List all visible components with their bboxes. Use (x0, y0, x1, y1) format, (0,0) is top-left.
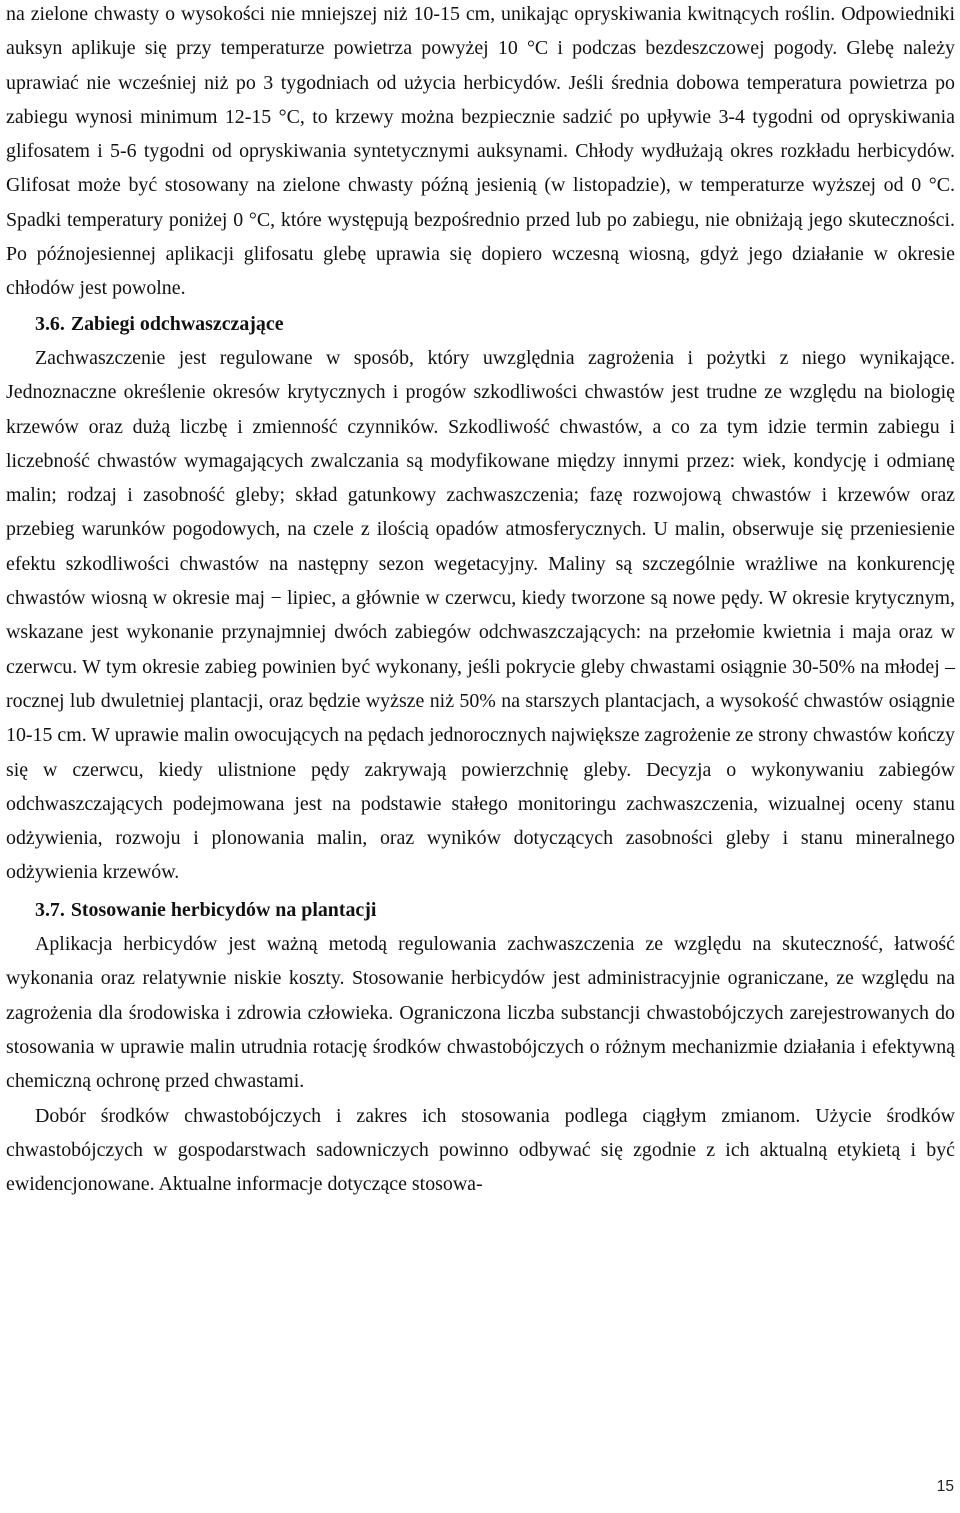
section-paragraph: Dobór środków chwastobójczych i zakres ich stosowania podlega ciągłym zmianom. Użycie środków chwastobójczych w gospodarstwach sadowniczych powinno odbywać się zgodnie z ich aktualną etykietą i być ewidencjonowane. Aktualne informacje dotyczące stosowa- (6, 1104, 955, 1196)
section-title: Stosowanie herbicydów na plantacji (70, 898, 377, 921)
section-title: Zabiegi odchwaszczające (70, 312, 284, 335)
intro-paragraph: na zielone chwasty o wysokości nie mniejszej niż 10-15 cm, unikając opryskiwania kwitnących roślin. Odpowiedniki auksyn aplikuje się przy temperaturze powietrza powyżej 10 °C i podczas bezdeszczowej pogody. Glebę należy uprawiać nie wcześniej niż po 3 tygodniach od użycia herbicydów. Jeśli średnia dobowa temperatura powietrza po zabiegu wynosi minimum 12-15 °C, to krzewy można bezpiecznie sadzić po upływie 3-4 tygodni od opryskiwania glifosatem i 5-6 tygodni od opryskiwania syntetycznymi auksynami. Chłody wydłużają okres rozkładu herbicydów. Glifosat może być stosowany na zielone chwasty późną jesienią (w listopadzie), w temperaturze wyższej od 0 °C. Spadki temperatury poniżej 0 °C, które występują bezpośrednio przed lub po zabiegu, nie obniżają jego skuteczności. Po późnojesiennej aplikacji glifosatu glebę uprawia się dopiero wczesną wiosną, gdyż jego działanie w okresie chłodów jest powolne. (6, 3, 955, 300)
section-paragraph: Zachwaszczenie jest regulowane w sposób, który uwzględnia zagrożenia i pożytki z niego wynikające. Jednoznaczne określenie okresów krytycznych i progów szkodliwości chwastów jest trudne ze względu na biologię krzewów oraz dużą liczbę i zmienność czynników. Szkodliwość chwastów, a co za tym idzie termin zabiegu i liczebność chwastów wymagających zwalczania są modyfikowane między innymi przez: wiek, kondycję i odmianę malin; rodzaj i zasobność gleby; skład gatunkowy zachwaszczenia; fazę rozwojową chwastów i krzewów oraz przebieg warunków pogodowych, na czele z ilością opadów atmosferycznych. U malin, obserwuje się przeniesienie efektu szkodliwości chwastów na następny sezon wegetacyjny. Maliny są szczególnie wrażliwe na konkurencję chwastów wiosną w okresie maj − lipiec, a głównie w czerwcu, kiedy tworzone są nowe pędy. W okresie krytycznym, wskazane jest wykonanie przynajmniej dwóch zabiegów odchwaszczających: na przełomie kwietnia i maja oraz w czerwcu. W tym okresie zabieg powinien być wykonany, jeśli pokrycie gleby chwastami osiągnie 30-50% na młodej – rocznej lub dwuletniej plantacji, oraz będzie wyższe niż 50% na starszych plantacjach, a wysokość chwastów osiągnie 10-15 cm. W uprawie malin owocujących na pędach jednorocznych największe zagrożenie ze strony chwastów kończy się w czerwcu, kiedy ulistnione pędy zakrywają powierzchnię gleby. Decyzja o wykonywaniu zabiegów odchwaszczających podejmowana jest na podstawie stałego monitoringu zachwaszczenia, wizualnej oceny stanu odżywienia, rozwoju i plonowania malin, oraz wyników dotyczących zasobności gleby i stanu mineralnego odżywienia krzewów. (6, 346, 955, 884)
section-3-6 (6, 307, 955, 890)
page-content (6, 0, 955, 1201)
section-number: 3.7. (35, 898, 65, 921)
section-heading (6, 893, 955, 927)
section-paragraph: Aplikacja herbicydów jest ważną metodą regulowania zachwaszczenia ze względu na skuteczność, łatwość wykonania oraz relatywnie niskie koszty. Stosowanie herbicydów jest administracyjnie ograniczane, ze względu na zagrożenia dla środowiska i zdrowia człowieka. Ograniczona liczba substancji chwastobójczych zarejestrowanych do stosowania w uprawie malin utrudnia rotację środków chwastobójczych o różnym mechanizmie działania i efektywną chemiczną ochronę przed chwastami. (6, 933, 955, 1093)
section-heading (6, 307, 955, 341)
page-number: 15 (936, 1478, 954, 1495)
section-number: 3.6. (35, 312, 65, 335)
section-3-7 (6, 893, 955, 1202)
